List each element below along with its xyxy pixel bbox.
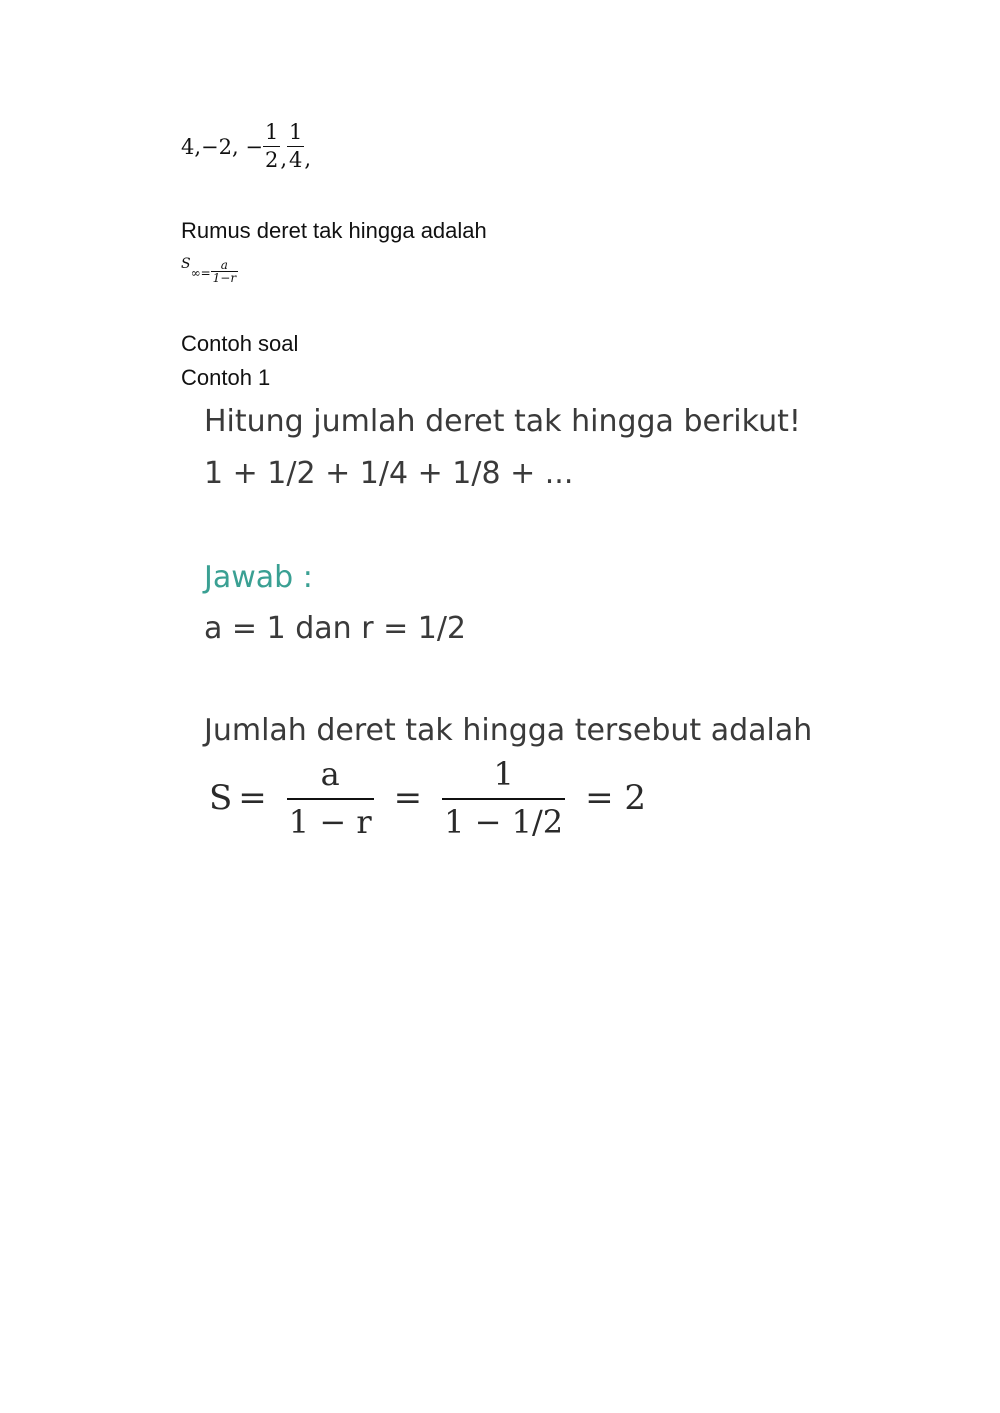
formula-fraction <box>211 259 238 284</box>
example-question: Hitung jumlah deret tak hingga berikut! <box>204 404 801 439</box>
sequence-term-neg2: −2, − <box>201 134 263 159</box>
fraction-numerator: a <box>320 755 340 793</box>
fraction-denominator: 1 − 1/2 <box>442 798 565 838</box>
answer-values: a = 1 dan r = 1/2 <box>204 611 467 646</box>
sequence-term-4: 4, <box>181 134 202 159</box>
fraction-denominator: 2 <box>264 148 279 172</box>
formula-heading: Rumus deret tak hingga adalah <box>181 218 487 243</box>
fraction-numerator: 1 <box>289 120 303 144</box>
sequence-comma: , <box>304 147 312 171</box>
fraction-half <box>263 122 280 171</box>
fraction-quarter <box>287 122 304 171</box>
fraction-numerator: 1 <box>493 755 514 793</box>
fraction-numerator: a <box>220 258 228 272</box>
formula-subscript-infinity: ∞ <box>190 266 201 280</box>
formula-symbol-s: S <box>181 256 191 272</box>
fraction-denominator: 1 − r <box>287 798 374 838</box>
example-series: 1 + 1/2 + 1/4 + 1/8 + ... <box>204 456 574 491</box>
example-section-heading: Contoh soal <box>181 331 299 356</box>
fraction-denominator: 4 <box>289 148 303 172</box>
equation-fraction-formula <box>287 755 374 841</box>
equation-fraction-substituted <box>442 755 565 841</box>
sequence-expression <box>181 122 311 171</box>
answer-sum-label: Jumlah deret tak hingga tersebut adalah <box>204 713 813 748</box>
formula-equals: = <box>200 266 211 280</box>
sequence-comma: , <box>280 147 288 171</box>
equation-result: = 2 <box>585 778 647 818</box>
equation-symbol-s: S <box>209 778 233 818</box>
answer-equation <box>209 755 652 841</box>
fraction-numerator: 1 <box>264 120 279 144</box>
equation-equals: = <box>238 778 267 818</box>
answer-heading: Jawab : <box>204 560 313 595</box>
fraction-denominator: 1−r <box>212 271 237 285</box>
infinite-sum-formula <box>181 256 238 285</box>
equation-equals: = <box>393 778 423 818</box>
example-number-heading: Contoh 1 <box>181 365 271 390</box>
